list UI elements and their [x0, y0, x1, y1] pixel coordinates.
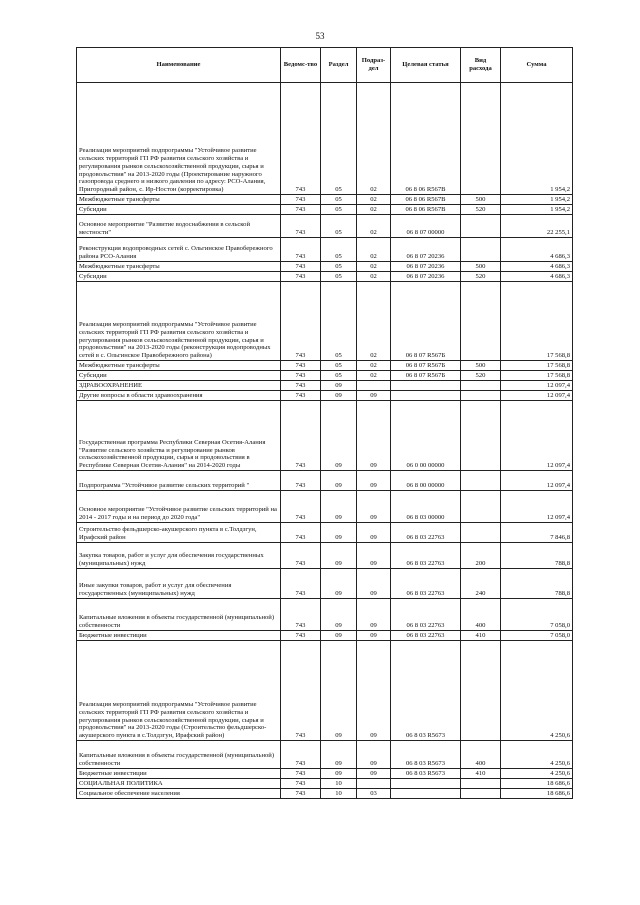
row-target-article: 06 8 07 R567Б [391, 371, 461, 381]
row-expense-type [461, 789, 501, 799]
row-target-article: 06 8 07 R567Б [391, 361, 461, 371]
row-name: ЗДРАВООХРАНЕНИЕ [77, 381, 281, 391]
table-row [77, 471, 573, 491]
table-row [77, 401, 573, 471]
row-name: Подпрограмма "Устойчивое развитие сельских территорий " [77, 471, 281, 491]
row-amount: 1 954,2 [501, 83, 573, 195]
table-row [77, 391, 573, 401]
row-amount: 1 954,2 [501, 205, 573, 215]
row-department: 743 [281, 83, 321, 195]
row-section: 05 [321, 238, 357, 262]
table-row [77, 371, 573, 381]
row-amount: 4 250,6 [501, 769, 573, 779]
row-subsection: 02 [357, 361, 391, 371]
row-department: 743 [281, 381, 321, 391]
row-expense-type [461, 491, 501, 523]
row-target-article: 06 8 06 R567В [391, 195, 461, 205]
row-name: Реализация мероприятий подпрограммы "Устойчивое развитие сельских территорий ГП РФ развития сельского хозяйства и регулирования рынков сельскохозяйственной продукции, сырья и продовольствия" на 2013-2020 годы (Строительство фельдшерско-акушерского пункта в с.Толдзгун, Ирафский район) [77, 641, 281, 741]
row-section: 09 [321, 523, 357, 543]
table-row [77, 282, 573, 361]
table-header-row [77, 48, 573, 83]
row-amount: 7 846,8 [501, 523, 573, 543]
row-subsection: 03 [357, 789, 391, 799]
row-expense-type [461, 381, 501, 391]
row-section: 10 [321, 789, 357, 799]
row-subsection: 02 [357, 238, 391, 262]
table-row [77, 789, 573, 799]
row-name: Бюджетные инвестиции [77, 769, 281, 779]
table-row [77, 569, 573, 599]
page-number: 53 [315, 31, 325, 41]
row-subsection: 09 [357, 769, 391, 779]
row-expense-type: 200 [461, 543, 501, 569]
row-subsection: 09 [357, 471, 391, 491]
row-department: 743 [281, 569, 321, 599]
column-header-name: Наименование [77, 48, 281, 83]
row-expense-type: 240 [461, 569, 501, 599]
row-section: 09 [321, 401, 357, 471]
row-target-article: 06 8 07 20236 [391, 272, 461, 282]
row-expense-type: 500 [461, 195, 501, 205]
row-expense-type: 410 [461, 769, 501, 779]
row-expense-type: 500 [461, 361, 501, 371]
row-section: 05 [321, 371, 357, 381]
row-section: 05 [321, 83, 357, 195]
row-department: 743 [281, 391, 321, 401]
row-amount: 12 097,4 [501, 471, 573, 491]
row-department: 743 [281, 789, 321, 799]
table-row [77, 641, 573, 741]
row-target-article: 06 8 06 R567В [391, 205, 461, 215]
row-subsection: 09 [357, 523, 391, 543]
row-target-article: 06 8 00 00000 [391, 471, 461, 491]
row-name: Реконструкция водопроводных сетей с. Ольгинское Правобережного района РСО-Алания [77, 238, 281, 262]
row-subsection: 02 [357, 195, 391, 205]
table-row [77, 195, 573, 205]
row-expense-type [461, 641, 501, 741]
row-expense-type: 500 [461, 262, 501, 272]
row-department: 743 [281, 401, 321, 471]
row-subsection: 09 [357, 401, 391, 471]
row-name: Субсидии [77, 371, 281, 381]
table-row [77, 779, 573, 789]
row-subsection: 02 [357, 262, 391, 272]
row-amount: 12 097,4 [501, 391, 573, 401]
row-amount: 18 686,6 [501, 789, 573, 799]
row-department: 743 [281, 471, 321, 491]
row-section: 09 [321, 641, 357, 741]
row-target-article: 06 8 07 20236 [391, 262, 461, 272]
row-subsection [357, 381, 391, 391]
row-department: 743 [281, 361, 321, 371]
row-section: 09 [321, 741, 357, 769]
table-row [77, 238, 573, 262]
row-department: 743 [281, 543, 321, 569]
row-section: 10 [321, 779, 357, 789]
column-header-subsection: Подраз-дел [357, 48, 391, 83]
table-row [77, 272, 573, 282]
column-header-amount: Сумма [501, 48, 573, 83]
table-row [77, 631, 573, 641]
row-section: 09 [321, 599, 357, 631]
row-section: 09 [321, 631, 357, 641]
table-body [77, 83, 573, 799]
row-department: 743 [281, 769, 321, 779]
row-expense-type [461, 215, 501, 238]
row-name: Другие вопросы в области здравоохранения [77, 391, 281, 401]
table-row [77, 599, 573, 631]
row-section: 09 [321, 543, 357, 569]
row-amount: 17 568,8 [501, 361, 573, 371]
row-subsection: 02 [357, 205, 391, 215]
row-target-article: 06 8 03 22763 [391, 523, 461, 543]
table-row [77, 215, 573, 238]
row-amount: 22 255,1 [501, 215, 573, 238]
table-row [77, 361, 573, 371]
row-department: 743 [281, 215, 321, 238]
row-expense-type [461, 523, 501, 543]
row-department: 743 [281, 631, 321, 641]
row-expense-type: 400 [461, 599, 501, 631]
row-amount: 4 250,6 [501, 741, 573, 769]
row-subsection: 09 [357, 569, 391, 599]
row-section: 09 [321, 491, 357, 523]
row-amount: 4 686,3 [501, 238, 573, 262]
row-subsection [357, 779, 391, 789]
row-amount: 18 686,6 [501, 779, 573, 789]
row-target-article: 06 8 07 20236 [391, 238, 461, 262]
table-row [77, 769, 573, 779]
row-expense-type: 410 [461, 631, 501, 641]
row-subsection: 09 [357, 641, 391, 741]
row-name: Субсидии [77, 272, 281, 282]
row-section: 05 [321, 195, 357, 205]
row-department: 743 [281, 205, 321, 215]
row-target-article: 06 8 03 R5673 [391, 769, 461, 779]
row-subsection: 09 [357, 391, 391, 401]
row-name: Государственная программа Республики Северная Осетия-Алания "Развитие сельского хозяйства и регулирование рынков сельскохозяйственной продукции, сырья и продовольствия в Республике Северная Осетия-Алания" на 2014-2020 годы [77, 401, 281, 471]
row-expense-type: 400 [461, 741, 501, 769]
row-subsection: 02 [357, 272, 391, 282]
row-target-article [391, 779, 461, 789]
row-target-article [391, 391, 461, 401]
row-amount: 17 568,8 [501, 371, 573, 381]
row-expense-type [461, 401, 501, 471]
row-department: 743 [281, 523, 321, 543]
row-name: Реализация мероприятий подпрограммы "Устойчивое развитие сельских территорий ГП РФ развития сельского хозяйства и регулирования рынков сельскохозяйственной продукции, сырья и продовольствия" на 2013-2020 годы (реконструкция водопроводных сетей в с. Ольгинское Правобережного района) [77, 282, 281, 361]
row-target-article: 06 8 03 22763 [391, 543, 461, 569]
row-target-article: 06 8 06 R567В [391, 83, 461, 195]
row-subsection: 02 [357, 83, 391, 195]
row-amount: 7 058,0 [501, 599, 573, 631]
row-name: Межбюджетные трансферты [77, 262, 281, 272]
row-amount: 7 058,0 [501, 631, 573, 641]
table-row [77, 381, 573, 391]
row-name: Капитальные вложения в объекты государственной (муниципальной) собственности [77, 741, 281, 769]
row-amount: 4 686,3 [501, 272, 573, 282]
row-department: 743 [281, 779, 321, 789]
row-target-article: 06 8 03 22763 [391, 599, 461, 631]
table-row [77, 491, 573, 523]
row-department: 743 [281, 741, 321, 769]
row-subsection: 09 [357, 543, 391, 569]
row-expense-type [461, 391, 501, 401]
row-target-article [391, 381, 461, 391]
column-header-department: Ведомс-тво [281, 48, 321, 83]
row-section: 05 [321, 361, 357, 371]
table-row [77, 262, 573, 272]
row-expense-type: 520 [461, 371, 501, 381]
row-subsection: 09 [357, 631, 391, 641]
row-department: 743 [281, 491, 321, 523]
table-row [77, 543, 573, 569]
row-section: 05 [321, 272, 357, 282]
row-subsection: 02 [357, 282, 391, 361]
row-name: Основное мероприятие "Устойчивое развитие сельских территорий на 2014 - 2017 годы и на период до 2020 года" [77, 491, 281, 523]
row-section: 05 [321, 282, 357, 361]
budget-table [76, 47, 573, 799]
column-header-expense-type: Вид расхода [461, 48, 501, 83]
row-name: Капитальные вложения в объекты государственной (муниципальной) собственности [77, 599, 281, 631]
row-name: Межбюджетные трансферты [77, 195, 281, 205]
row-name: Закупка товаров, работ и услуг для обеспечения государственных (муниципальных) нужд [77, 543, 281, 569]
row-expense-type [461, 779, 501, 789]
row-name: СОЦИАЛЬНАЯ ПОЛИТИКА [77, 779, 281, 789]
row-target-article: 06 8 03 22763 [391, 631, 461, 641]
row-section: 09 [321, 381, 357, 391]
row-department: 743 [281, 282, 321, 361]
row-target-article: 06 8 03 R5673 [391, 741, 461, 769]
row-amount: 788,8 [501, 543, 573, 569]
row-target-article: 06 8 07 00000 [391, 215, 461, 238]
row-amount: 4 686,3 [501, 262, 573, 272]
row-expense-type [461, 282, 501, 361]
row-target-article [391, 789, 461, 799]
row-section: 05 [321, 215, 357, 238]
row-subsection: 09 [357, 599, 391, 631]
row-amount: 12 097,4 [501, 401, 573, 471]
row-amount: 4 250,6 [501, 641, 573, 741]
row-amount: 12 097,4 [501, 491, 573, 523]
row-target-article: 06 8 07 R567Б [391, 282, 461, 361]
row-expense-type [461, 83, 501, 195]
row-department: 743 [281, 641, 321, 741]
table-row [77, 205, 573, 215]
row-department: 743 [281, 238, 321, 262]
row-department: 743 [281, 272, 321, 282]
row-department: 743 [281, 262, 321, 272]
row-target-article: 06 8 03 R5673 [391, 641, 461, 741]
row-amount: 12 097,4 [501, 381, 573, 391]
row-subsection: 09 [357, 491, 391, 523]
row-department: 743 [281, 371, 321, 381]
row-subsection: 02 [357, 215, 391, 238]
row-amount: 17 568,8 [501, 282, 573, 361]
row-target-article: 06 8 03 22763 [391, 569, 461, 599]
row-name: Реализация мероприятий подпрограммы "Устойчивое развитие сельских территорий ГП РФ развития сельского хозяйства и регулирования рынков сельскохозяйственной продукции, сырья и продовольствия" на 2013-2020 годы (Проектирование наружного газопровода среднего и низкого давления по адресу: РСО-Алания, Пригородный район, с. Ир-Ностон (корректировка) [77, 83, 281, 195]
row-section: 09 [321, 471, 357, 491]
row-name: Основное мероприятие "Развитие водоснабжения в сельской местности" [77, 215, 281, 238]
row-section: 09 [321, 569, 357, 599]
row-section: 05 [321, 205, 357, 215]
row-subsection: 02 [357, 371, 391, 381]
row-department: 743 [281, 599, 321, 631]
column-header-section: Раздел [321, 48, 357, 83]
row-amount: 788,8 [501, 569, 573, 599]
row-expense-type: 520 [461, 272, 501, 282]
row-name: Бюджетные инвестиции [77, 631, 281, 641]
row-amount: 1 954,2 [501, 195, 573, 205]
row-name: Строительство фельдшерско-акушерского пункта в с.Толдзгун, Ирафский район [77, 523, 281, 543]
row-name: Социальное обеспечение населения [77, 789, 281, 799]
row-target-article: 06 0 00 00000 [391, 401, 461, 471]
row-subsection: 09 [357, 741, 391, 769]
row-section: 05 [321, 262, 357, 272]
row-section: 09 [321, 769, 357, 779]
row-target-article: 06 8 03 00000 [391, 491, 461, 523]
row-expense-type [461, 471, 501, 491]
row-expense-type: 520 [461, 205, 501, 215]
row-expense-type [461, 238, 501, 262]
row-name: Субсидии [77, 205, 281, 215]
row-department: 743 [281, 195, 321, 205]
row-name: Межбюджетные трансферты [77, 361, 281, 371]
row-section: 09 [321, 391, 357, 401]
column-header-target-article: Целевая статья [391, 48, 461, 83]
table-row [77, 741, 573, 769]
table-row [77, 523, 573, 543]
table-row [77, 83, 573, 195]
row-name: Иные закупки товаров, работ и услуг для обеспечения государственных (муниципальных) нужд [77, 569, 281, 599]
